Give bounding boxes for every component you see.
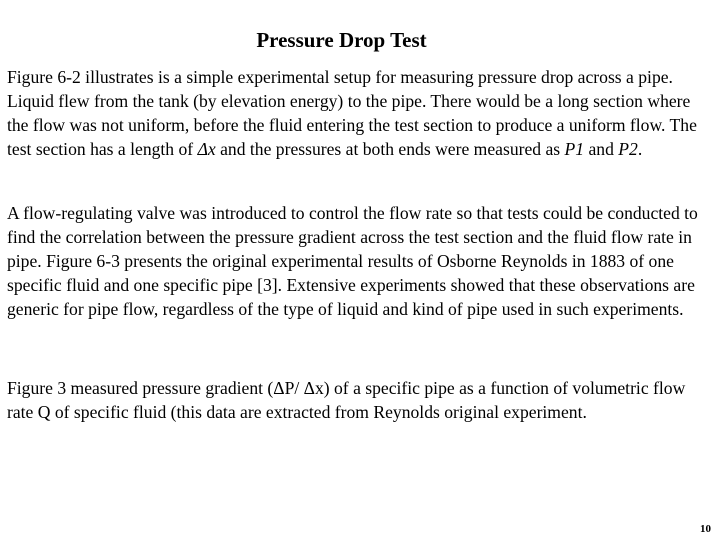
paragraph-setup-text-3: and [584, 139, 619, 159]
paragraph-valve: A flow-regulating valve was introduced to control the flow rate so that tests could be conducted to find the correlation between the pressure gradient across the test section and the fluid flow rate in pipe. Figure 6-3 presents the original experimental results of Osborne Reynolds in 1883 of one specific fluid and one specific pipe [3]. Extensive experiments showed that these observations are generic for pipe flow, regardless of the type of liquid and kind of pipe used in such experiments. [7, 203, 698, 319]
page-title: Pressure Drop Test [256, 28, 427, 52]
paragraph-setup-text-2: and the pressures at both ends were measured as [215, 139, 565, 159]
p1-variable: P1 [564, 139, 585, 159]
p2-variable: P2 [618, 139, 638, 159]
paragraph-setup-text-4: . [637, 139, 643, 159]
delta-x-variable: Δx [197, 139, 216, 159]
paragraph-figure-caption: Figure 3 measured pressure gradient (ΔP/ Δx) of a specific pipe as a function of volumetric flow rate Q of specific fluid (this data are extracted from Reynolds original experiment. [7, 378, 686, 422]
paragraph-setup [7, 65, 707, 161]
page-number: 10 [700, 523, 711, 535]
paragraph-setup-text: Figure 6-2 illustrates is a simple experimental setup for measuring pressure drop across a pipe. Liquid flew from the tank (by elevation energy) to the pipe. There would be a long section where the flow was not uniform, before the fluid entering the test section to produce a uniform flow. The test section has a length of [7, 67, 697, 159]
